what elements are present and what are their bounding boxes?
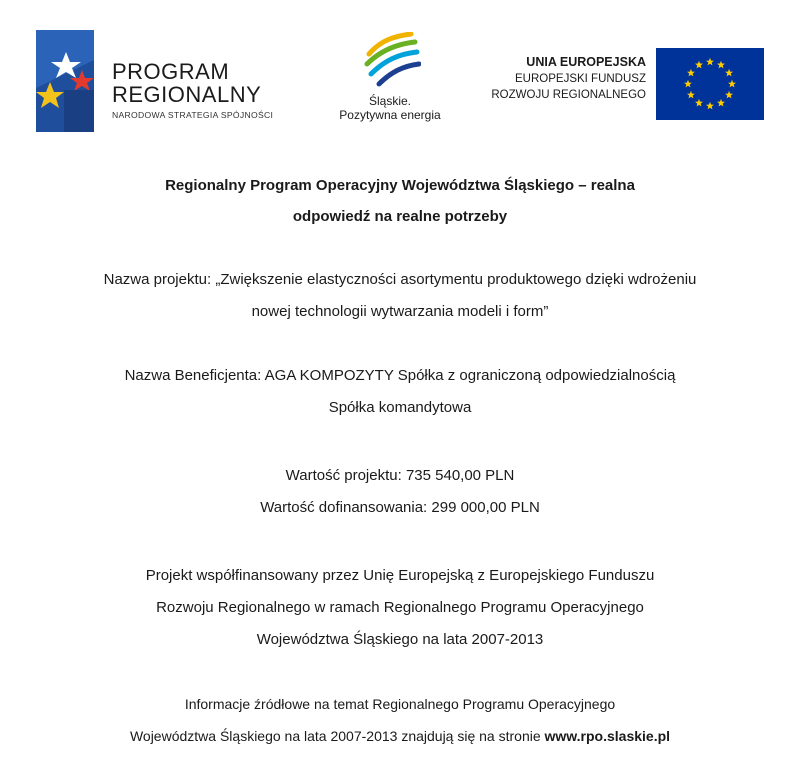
funding-value: Wartość dofinansowania: 299 000,00 PLN — [260, 499, 540, 516]
eu-logo — [470, 48, 770, 128]
main-content — [0, 170, 800, 752]
slaskie-tagline: Pozytywna energia — [339, 108, 441, 122]
project-name — [0, 264, 800, 328]
eu-fund-label-2: ROZWOJU REGIONALNEGO — [491, 89, 646, 101]
project-values — [0, 460, 800, 524]
cofinancing-statement — [0, 560, 800, 656]
project-value: Wartość projektu: 735 540,00 PLN — [285, 467, 515, 484]
eu-flag-icon — [656, 48, 764, 120]
cofinancing-line-2: Rozwoju Regionalnego w ramach Regionalnego Programu Operacyjnego — [156, 599, 644, 616]
cofinancing-line-3: Województwa Śląskiego na lata 2007-2013 — [256, 631, 544, 648]
beneficiary-name — [0, 360, 800, 424]
source-info-prefix: Województwa Śląskiego na lata 2007-2013 znajdują się na stronie — [129, 728, 545, 744]
page-title — [0, 170, 800, 232]
strategy-label: NARODOWA STRATEGIA SPÓJNOŚCI — [112, 110, 274, 120]
eu-fund-label: EUROPEJSKI FUNDUSZ — [515, 73, 646, 85]
eu-title: UNIA EUROPEJSKA — [526, 55, 646, 69]
logo-bar — [0, 0, 800, 140]
source-info-line-2 — [0, 720, 800, 752]
program-regionalny-logo — [36, 30, 316, 135]
title-line-2: odpowiedź na realne potrzeby — [292, 208, 508, 225]
program-label: PROGRAM — [112, 59, 230, 84]
regionalny-label: REGIONALNY — [112, 82, 262, 107]
beneficiary-line-2: Spółka komandytowa — [328, 399, 472, 416]
cofinancing-line-1: Projekt współfinansowany przez Unię Europejską z Europejskiego Funduszu — [145, 567, 655, 584]
source-info — [0, 688, 800, 752]
project-name-line-2: nowej technologii wytwarzania modeli i form” — [251, 303, 549, 320]
beneficiary-line-1: Nazwa Beneficjenta: AGA KOMPOZYTY Spółka z ograniczoną odpowiedzialnością — [124, 367, 676, 384]
title-line-1: Regionalny Program Operacyjny Województwa Śląskiego – realna — [165, 177, 635, 194]
project-name-line-1: Nazwa projektu: „Zwiększenie elastyczności asortymentu produktowego dzięki wdrożeniu — [103, 271, 697, 288]
source-info-line-1: Informacje źródłowe na temat Regionalnego Programu Operacyjnego — [184, 696, 616, 712]
slaskie-logo — [330, 32, 450, 132]
slaskie-waves-icon — [359, 32, 421, 90]
program-regionalny-emblem-icon — [36, 30, 98, 132]
website-link[interactable]: www.rpo.slaskie.pl — [544, 728, 671, 744]
slaskie-name: Śląskie. — [368, 94, 412, 108]
